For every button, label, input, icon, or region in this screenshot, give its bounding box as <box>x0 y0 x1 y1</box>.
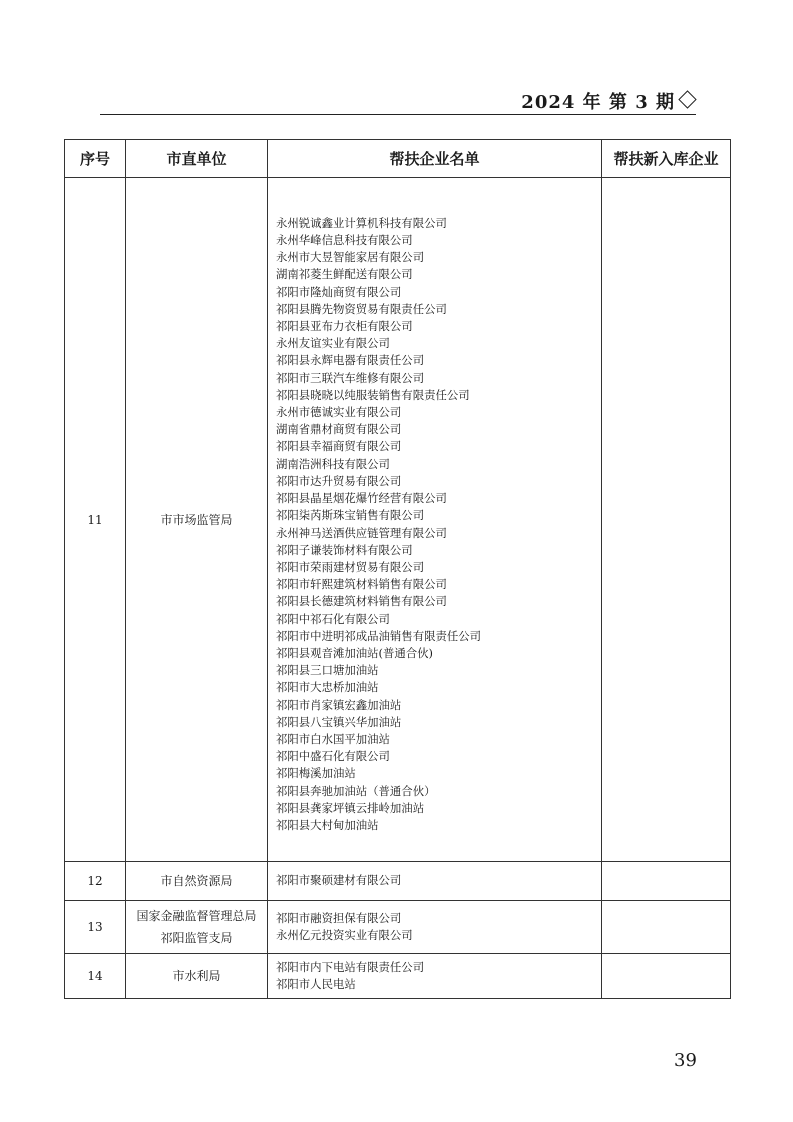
company-list <box>268 178 602 862</box>
department-name: 市市场监管局 <box>126 178 268 862</box>
company-name: 祁阳县晓晓以纯服装销售有限责任公司 <box>276 387 470 402</box>
company-name: 祁阳子谦装饰材料有限公司 <box>276 542 413 557</box>
company-list <box>268 954 602 999</box>
company-name: 永州神马送酒供应链管理有限公司 <box>276 525 447 540</box>
company-name: 祁阳市内下电站有限责任公司 <box>276 959 425 974</box>
company-name: 祁阳县亚布力衣柜有限公司 <box>276 319 413 334</box>
row-number: 12 <box>65 862 126 901</box>
company-name: 祁阳县大村甸加油站 <box>276 817 379 832</box>
company-name: 祁阳县奔驰加油站（普通合伙） <box>276 783 436 798</box>
department-name: 市水利局 <box>126 954 268 999</box>
table-row <box>65 901 731 954</box>
company-list <box>268 901 602 954</box>
support-enterprise-table <box>64 139 731 999</box>
company-name: 永州市大昱智能家居有限公司 <box>276 250 425 265</box>
department-name: 市自然资源局 <box>126 862 268 901</box>
company-name: 祁阳市肖家镇宏鑫加油站 <box>276 697 402 712</box>
company-list-items <box>276 205 601 834</box>
company-name: 祁阳中盛石化有限公司 <box>276 749 390 764</box>
company-name: 祁阳市大忠桥加油站 <box>276 680 379 695</box>
company-name: 祁阳县腾先物资贸易有限责任公司 <box>276 301 447 316</box>
company-name: 祁阳市隆灿商贸有限公司 <box>276 284 402 299</box>
company-list <box>268 862 602 901</box>
new-company-cell <box>602 862 731 901</box>
company-name: 祁阳市达升贸易有限公司 <box>276 473 402 488</box>
company-name: 祁阳县三口塘加油站 <box>276 663 379 678</box>
company-list-items <box>276 872 601 889</box>
department-name: 国家金融监督管理总局祁阳监管支局 <box>126 901 268 954</box>
company-list-items <box>276 959 601 993</box>
company-name: 祁阳县龚家坪镇云排岭加油站 <box>276 800 425 815</box>
company-name: 祁阳县长德建筑材料销售有限公司 <box>276 594 447 609</box>
company-name: 祁阳市融资担保有限公司 <box>276 910 402 925</box>
page-header <box>100 88 696 115</box>
company-name: 祁阳县永辉电器有限责任公司 <box>276 353 425 368</box>
new-company-cell <box>602 901 731 954</box>
new-company-cell <box>602 954 731 999</box>
company-name: 祁阳市白水国平加油站 <box>276 731 390 746</box>
company-name: 湖南浩洲科技有限公司 <box>276 456 390 471</box>
column-header-dept: 市直单位 <box>126 140 268 178</box>
company-name: 湖南省鼎材商贸有限公司 <box>276 422 402 437</box>
issue-label <box>521 88 696 114</box>
company-name: 祁阳市荣雨建材贸易有限公司 <box>276 559 425 574</box>
company-name: 祁阳县八宝镇兴华加油站 <box>276 714 402 729</box>
row-number: 14 <box>65 954 126 999</box>
column-header-no: 序号 <box>65 140 126 178</box>
issue-text: 2024 年 第 3 期 <box>521 92 675 113</box>
column-header-new-companies: 帮扶新入库企业 <box>602 140 731 178</box>
company-name: 祁阳中祁石化有限公司 <box>276 611 390 626</box>
table-header-row <box>65 140 731 178</box>
company-name: 祁阳县晶星烟花爆竹经营有限公司 <box>276 491 447 506</box>
company-name: 湖南祁菱生鲜配送有限公司 <box>276 267 413 282</box>
company-name: 祁阳市三联汽车维修有限公司 <box>276 370 425 385</box>
table-row <box>65 862 731 901</box>
column-header-companies: 帮扶企业名单 <box>268 140 602 178</box>
table-row <box>65 178 731 862</box>
company-name: 祁阳柒芮斯珠宝销售有限公司 <box>276 508 425 523</box>
row-number: 13 <box>65 901 126 954</box>
row-number: 11 <box>65 178 126 862</box>
company-name: 永州亿元投资实业有限公司 <box>276 928 413 942</box>
diamond-icon <box>678 90 696 108</box>
company-name: 永州华峰信息科技有限公司 <box>276 233 413 248</box>
company-name: 祁阳县幸福商贸有限公司 <box>276 439 402 454</box>
company-name: 永州友谊实业有限公司 <box>276 336 390 351</box>
company-name: 祁阳市轩熙建筑材料销售有限公司 <box>276 577 447 592</box>
company-list-items <box>276 910 601 944</box>
company-name: 祁阳梅溪加油站 <box>276 766 356 781</box>
company-name: 祁阳县观音滩加油站(普通合伙) <box>276 645 433 660</box>
company-name: 祁阳市中进明祁成品油销售有限责任公司 <box>276 628 482 643</box>
company-name: 永州市德诚实业有限公司 <box>276 405 402 420</box>
new-company-cell <box>602 178 731 862</box>
company-name: 祁阳市人民电站 <box>276 977 356 991</box>
page-number: 39 <box>674 1050 697 1071</box>
table-row <box>65 954 731 999</box>
company-name: 永州锐诚鑫业计算机科技有限公司 <box>276 215 447 230</box>
company-name: 祁阳市聚硕建材有限公司 <box>276 873 402 888</box>
